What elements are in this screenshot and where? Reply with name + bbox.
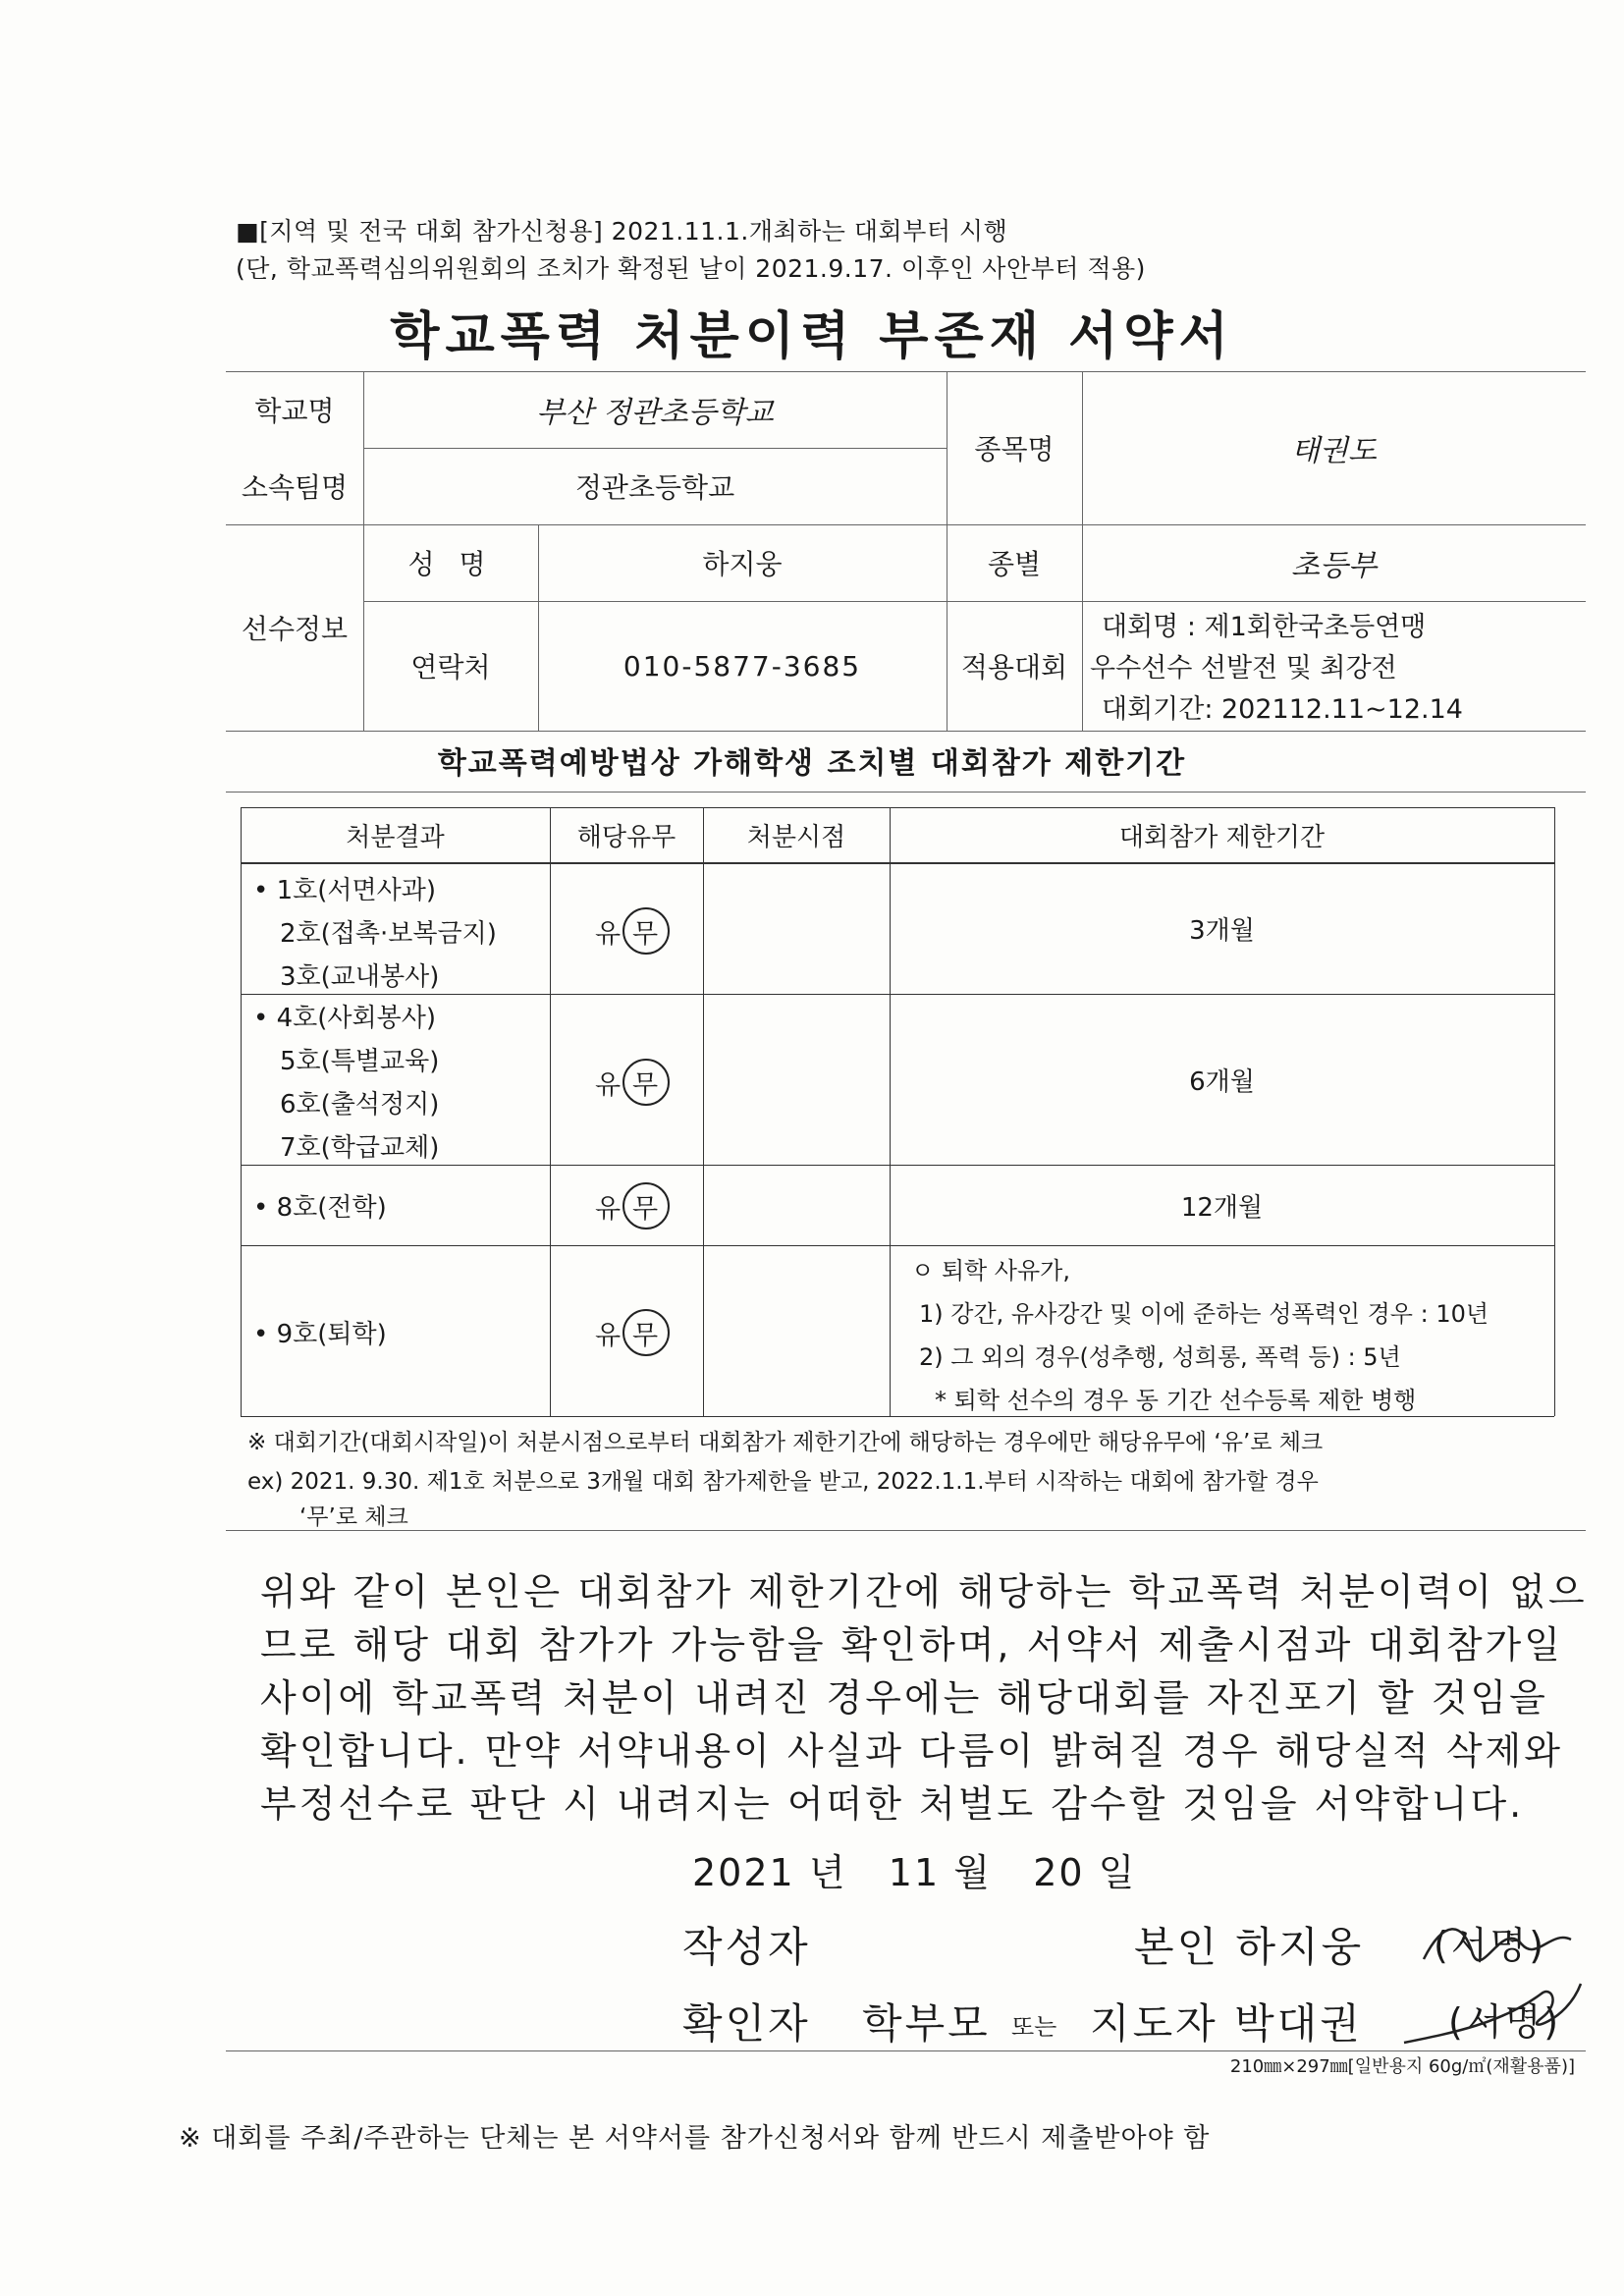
sport-value: 태권도 [1291,434,1377,468]
footnote-line-1: ※ 대회기간(대회시작일)이 처분시점으로부터 대회참가 제한기간에 해당하는 경우에만 해당유무에 ‘유’로 체크 [247,1430,1324,1455]
signature-scribble-icon [1394,1964,1591,2062]
pledge-line: 부정선수로 판단 시 내려지는 어떠한 처벌도 감수할 것임을 서약합니다. [260,1782,1525,1826]
notice-line-1: ■[지역 및 전국 대회 참가신청용] 2021.11.1.개최하는 대회부터 시행 [236,217,1008,246]
header-disposition-date: 처분시점 [746,822,846,852]
disposition-item: • 9호(퇴학) [253,1320,387,1349]
footnote-line-3: ‘무’로 체크 [299,1504,408,1530]
footnote-line-2: ex) 2021. 9.30. 제1호 처분으로 3개월 대회 참가제한을 받고, 2022.1.1.부터 시작하는 대회에 참가할 경우 [247,1469,1319,1495]
date-month-unit: 월 [953,1851,992,1894]
header-restriction-period: 대회참가 제한기간 [1118,822,1326,852]
pledge-line: 확인합니다. 만약 서약내용이 사실과 다름이 밝혀질 경우 해당실적 삭제와 [260,1729,1563,1773]
contact-value: 010-5877-3685 [623,649,862,683]
disposition-item: 6호(출석정지) [280,1090,440,1120]
option-yes: 유 [595,1070,622,1101]
event-name-cont: 우수선수 선발전 및 최강전 [1090,653,1397,683]
signing-date [692,1842,1136,1896]
expulsion-registration-note: * 퇴학 선수의 경우 동 기간 선수등록 제한 병행 [935,1387,1417,1414]
confirm-or: 또는 [1011,2013,1057,2041]
name-value: 하지웅 [702,548,783,580]
header-applicable: 해당유무 [576,822,677,852]
division-label: 종별 [987,548,1042,580]
disposition-item: 7호(학급교체) [280,1133,440,1163]
expulsion-other: 2) 그 외의 경우(성추행, 성희롱, 폭력 등) : 5년 [919,1343,1401,1371]
confirm-parent: 학부모 [862,1999,991,2048]
date-month: 11 [888,1851,941,1894]
option-no: 무 [632,1070,659,1101]
school-label: 학교명 [254,395,335,427]
pledge-line: 위와 같이 본인은 대회참가 제한기간에 해당하는 학교폭력 처분이력이 없으 [260,1570,1588,1613]
date-year: 2021 [692,1851,795,1894]
disposition-item: 5호(특별교육) [280,1047,440,1076]
confirm-label: 확인자 [682,1999,811,2048]
option-no: 무 [632,1194,659,1225]
disposition-item: • 4호(사회봉사) [253,1004,437,1033]
pledge-line: 사이에 학교폭력 처분이 내려진 경우에는 해당대회를 자진포기 할 것임을 [260,1676,1548,1720]
option-yes: 유 [595,1321,622,1351]
date-day-unit: 일 [1098,1851,1137,1894]
confirm-coach: 지도자 박대권 [1090,1999,1363,2048]
restriction-period: 6개월 [1189,1066,1255,1097]
date-year-unit: 년 [808,1851,847,1894]
bottom-note: ※ 대회를 주최/주관하는 단체는 본 서약서를 참가신청서와 함께 반드시 제출받아야 함 [179,2123,1211,2154]
author-sign: (서명) [1434,1924,1547,1967]
document-title: 학교폭력 처분이력 부존재 서약서 [390,307,1234,366]
expulsion-sexual-violence: 1) 강간, 유사강간 및 이에 준하는 성폭력인 경우 : 10년 [919,1300,1489,1328]
sport-label: 종목명 [974,433,1055,465]
school-value: 부산 정관초등학교 [536,396,774,430]
expulsion-reason: ㅇ 퇴학 사유가, [911,1257,1070,1285]
confirm-sign: (서명) [1448,2000,1562,2044]
author-name: 본인 하지웅 [1134,1923,1365,1971]
option-no: 무 [632,919,659,950]
event-period: 대회기간: 202112.11~12.14 [1102,694,1463,725]
author-label: 작성자 [682,1923,811,1971]
name-label: 성 명 [407,548,494,580]
pledge-line: 므로 해당 대회 참가가 가능함을 확인하며, 서약서 제출시점과 대회참가일 [260,1623,1563,1667]
event-info [1090,607,1463,731]
disposition-item: 2호(접촉·보복금지) [280,919,497,949]
restriction-period: 12개월 [1180,1192,1264,1223]
contact-label: 연락처 [410,651,491,683]
table-subtitle: 학교폭력예방법상 가해학생 조치별 대회참가 제한기간 [437,746,1187,781]
option-no: 무 [632,1321,659,1351]
option-yes: 유 [595,919,622,950]
team-label: 소속팀명 [241,471,349,504]
disposition-item: • 8호(전학) [253,1193,387,1223]
event-name: 대회명 : 제1회한국초등연맹 [1102,612,1427,642]
header-disposition: 처분결과 [346,822,445,852]
team-value: 정관초등학교 [574,471,735,504]
notice-line-2: (단, 학교폭력심의위원회의 조치가 확정된 날이 2021.9.17. 이후인 사안부터 적용) [236,254,1146,283]
restriction-period: 3개월 [1189,915,1255,946]
date-day: 20 [1033,1851,1085,1894]
disposition-item: 3호(교내봉사) [280,962,440,992]
event-label: 적용대회 [960,651,1068,683]
option-yes: 유 [595,1194,622,1225]
expulsion-details [911,1249,1489,1422]
disposition-item: • 1호(서면사과) [253,876,437,905]
player-info-label: 선수정보 [241,613,349,645]
division-value: 초등부 [1291,549,1377,583]
paper-spec: 210㎜×297㎜[일반용지 60g/㎡(재활용품)] [1229,2056,1575,2077]
